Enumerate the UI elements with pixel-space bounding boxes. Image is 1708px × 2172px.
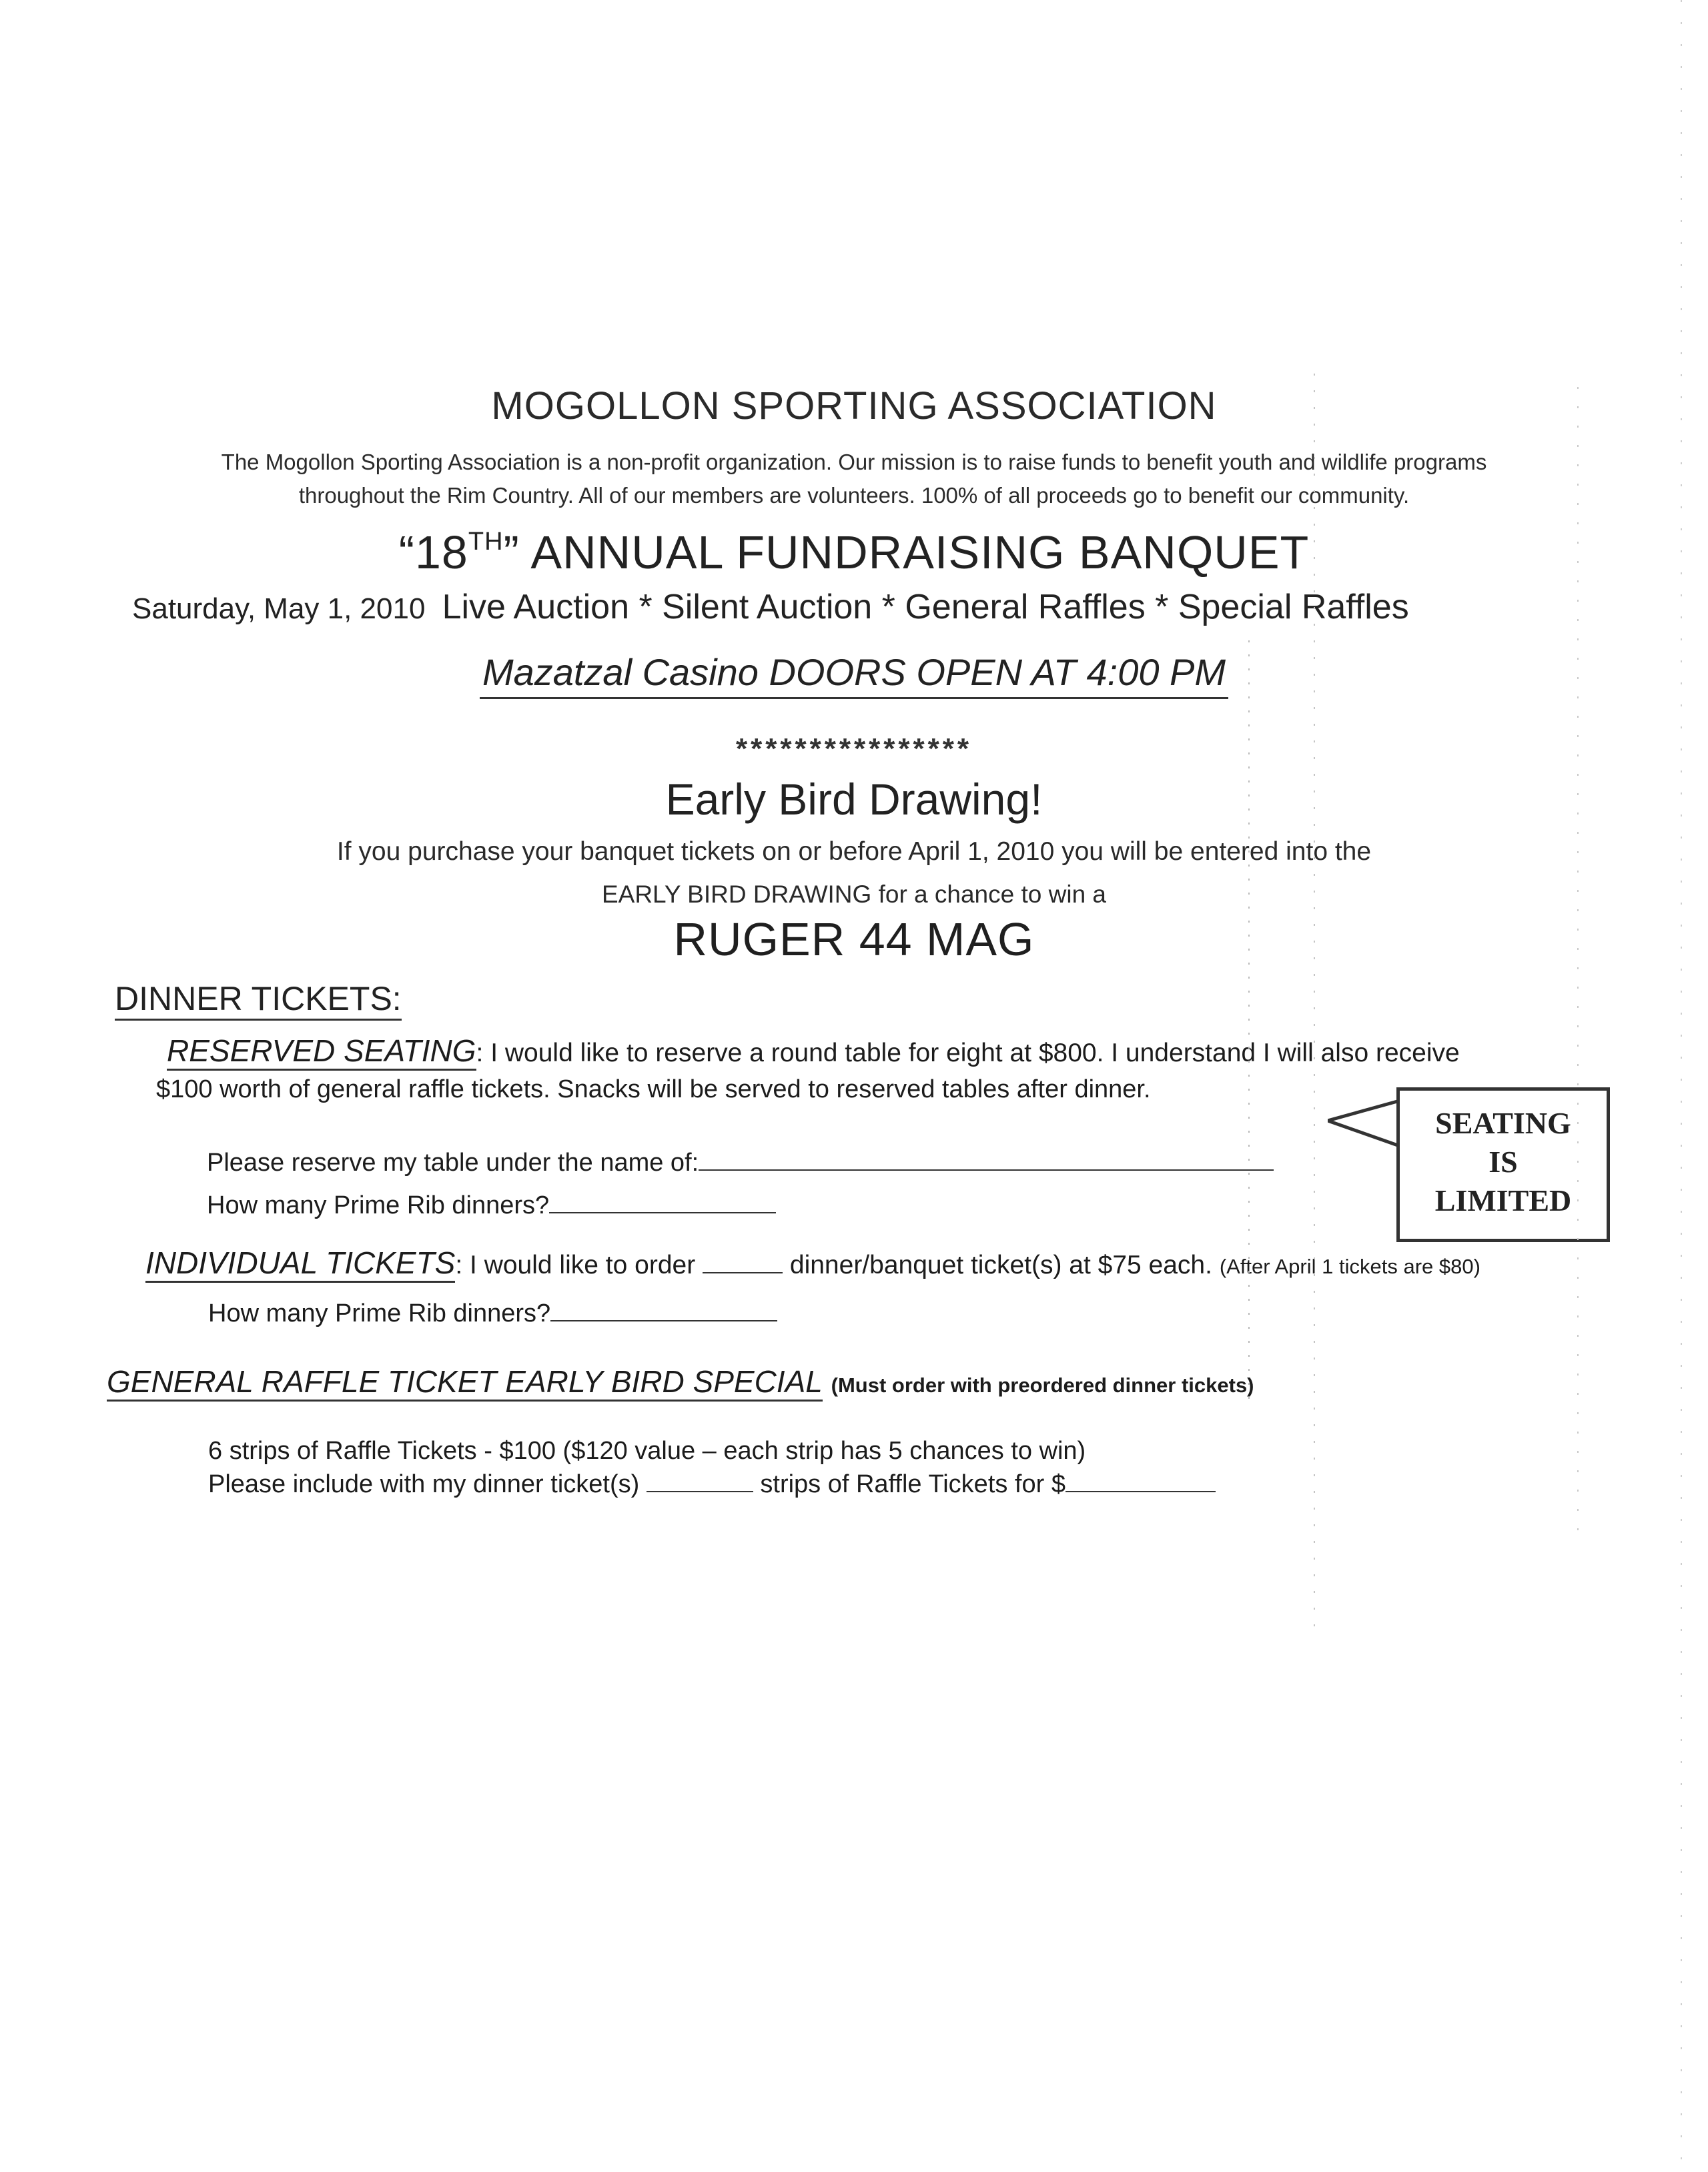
- reserve-name-blank[interactable]: [699, 1149, 1274, 1171]
- star-divider: ****************: [736, 732, 972, 765]
- individual-tickets-text-before: : I would like to order: [455, 1251, 696, 1279]
- mission-line-1: The Mogollon Sporting Association is a non-profit organization. Our mission is to raise funds to benefit youth and wildlife programs: [221, 450, 1487, 474]
- individual-tickets-price-note: (After April 1 tickets are $80): [1219, 1255, 1480, 1278]
- seating-limited-text: SEATING IS LIMITED: [1434, 1106, 1572, 1217]
- reserved-seating-text-1: : I would like to reserve a round table for eight at $800. I understand I will also receive: [476, 1039, 1460, 1067]
- early-bird-title: Early Bird Drawing!: [665, 774, 1043, 824]
- raffle-special-note: (Must order with preordered dinner tickets): [831, 1374, 1254, 1397]
- reserved-seating-label: RESERVED SEATING: [167, 1033, 476, 1071]
- banquet-title-suffix: ” ANNUAL FUNDRAISING BANQUET: [503, 526, 1310, 578]
- dinner-tickets-heading: [115, 979, 402, 1018]
- reserved-seating-line-2: $100 worth of general raffle tickets. Snacks will be served to reserved tables after dinner.: [156, 1075, 1151, 1103]
- reserved-prime-rib-field: [207, 1191, 776, 1220]
- scan-artifact-lines: [1241, 0, 1708, 2172]
- raffle-special-heading: [107, 1364, 1254, 1400]
- raffle-special-label: GENERAL RAFFLE TICKET EARLY BIRD SPECIAL: [107, 1364, 823, 1402]
- dinner-tickets-heading-text: DINNER TICKETS:: [115, 980, 402, 1021]
- individual-tickets-label: INDIVIDUAL TICKETS: [145, 1245, 455, 1283]
- raffle-strips-blank[interactable]: [647, 1471, 753, 1492]
- reserve-name-field: [207, 1149, 1274, 1177]
- event-activities: Live Auction * Silent Auction * General Raffles * Special Raffles: [442, 588, 1409, 626]
- raffle-amount-blank[interactable]: [1065, 1471, 1216, 1492]
- reserve-name-label: Please reserve my table under the name of:: [207, 1149, 699, 1177]
- raffle-order-text-before: Please include with my dinner ticket(s): [208, 1470, 640, 1498]
- venue-text: Mazatzal Casino DOORS OPEN AT 4:00 PM: [480, 651, 1228, 699]
- individual-ticket-quantity-blank[interactable]: [703, 1252, 783, 1273]
- early-bird-text-1: If you purchase your banquet tickets on or before April 1, 2010 you will be entered into the: [336, 837, 1372, 866]
- individual-tickets-text-after: dinner/banquet ticket(s) at $75 each.: [789, 1251, 1212, 1279]
- raffle-order-text-middle: strips of Raffle Tickets for $: [760, 1470, 1065, 1498]
- event-date: Saturday, May 1, 2010: [132, 592, 426, 625]
- organization-title: MOGOLLON SPORTING ASSOCIATION: [491, 384, 1217, 428]
- raffle-order-line: [208, 1470, 1216, 1499]
- reserved-prime-rib-label: How many Prime Rib dinners?: [207, 1191, 550, 1219]
- early-bird-text-2: EARLY BIRD DRAWING for a chance to win a: [601, 881, 1107, 908]
- reserved-prime-rib-blank[interactable]: [549, 1192, 776, 1213]
- event-line: [132, 587, 1409, 627]
- banquet-title-prefix: “18: [398, 526, 468, 578]
- mission-line-2: throughout the Rim Country. All of our members are volunteers. 100% of all proceeds go to benefit our community.: [298, 483, 1410, 508]
- individual-prime-rib-field: [208, 1299, 777, 1328]
- individual-prime-rib-label: How many Prime Rib dinners?: [208, 1299, 551, 1327]
- individual-prime-rib-blank[interactable]: [550, 1300, 777, 1321]
- raffle-offer-line: 6 strips of Raffle Tickets - $100 ($120 value – each strip has 5 chances to win): [208, 1437, 1086, 1465]
- banquet-title-superscript: TH: [468, 528, 504, 556]
- early-bird-prize: RUGER 44 MAG: [673, 913, 1035, 965]
